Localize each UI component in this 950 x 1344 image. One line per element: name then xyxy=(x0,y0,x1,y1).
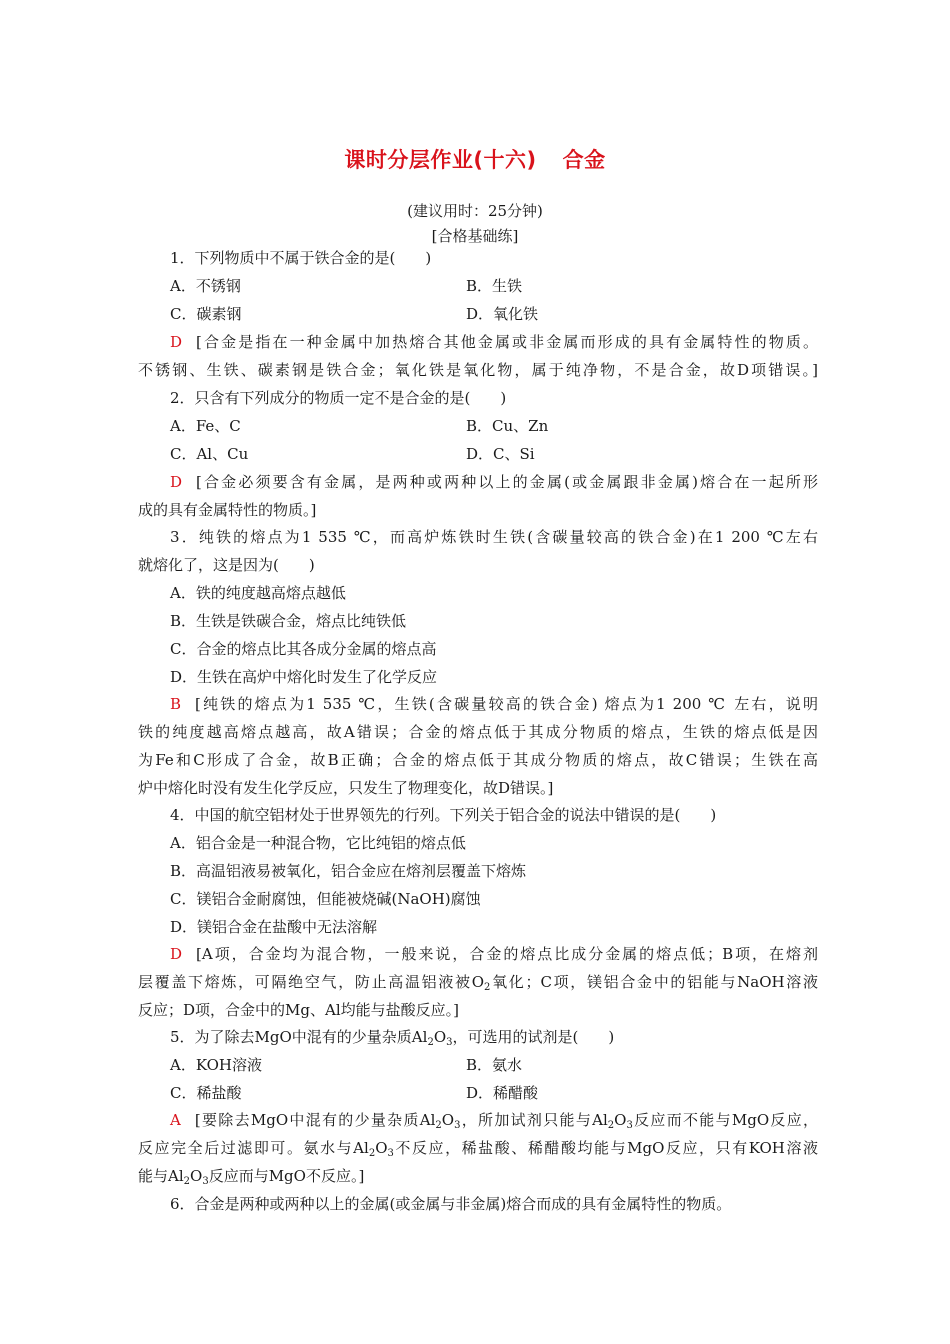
q3-stem-1: 3．纯铁的熔点为1 535 ℃，而高炉炼铁时生铁(含碳量较高的铁合金)在1 200 ℃左右 xyxy=(170,528,818,546)
title-topic: 合金 xyxy=(562,148,606,172)
q1-option-c: C．碳素钢 xyxy=(170,305,242,323)
q4-explanation-1: D [A项，合金均为混合物，一般来说，合金的熔点比成分金属的熔点低；B项，在熔剂 xyxy=(170,945,818,963)
q2-option-a: A．Fe、C xyxy=(170,417,241,435)
q4-option-c: C．镁铝合金耐腐蚀，但能被烧碱(NaOH)腐蚀 xyxy=(170,890,481,908)
q1-explanation-2: 不锈钢、生铁、碳素钢是铁合金；氧化铁是氧化物，属于纯净物，不是合金，故D项错误。] xyxy=(138,361,818,379)
q2-stem: 2．只含有下列成分的物质一定不是合金的是( ) xyxy=(170,389,507,407)
q5-explanation-3: 能与$Al_2O_3$反应而与MgO不反应。] xyxy=(138,1167,365,1187)
q3-stem-2: 就熔化了，这是因为( ) xyxy=(138,556,315,574)
q1-option-b: B．生铁 xyxy=(466,277,523,295)
q3-answer: B xyxy=(170,695,182,713)
q1-explanation-1: D [合金是指在一种金属中加热熔合其他金属或非金属而形成的具有金属特性的物质。 xyxy=(170,333,818,351)
q4-option-b: B．高温铝液易被氧化，铝合金应在熔剂层覆盖下熔炼 xyxy=(170,862,527,880)
q3-option-c: C．合金的熔点比其各成分金属的熔点高 xyxy=(170,640,437,658)
q5-option-c: C．稀盐酸 xyxy=(170,1084,242,1102)
q4-explanation-3: 反应；D项，合金中的Mg、Al均能与盐酸反应。] xyxy=(138,1001,459,1019)
q2-answer: D xyxy=(170,473,183,491)
q3-explanation-2: 铁的纯度越高熔点越高，故A错误；合金的熔点低于其成分物质的熔点，生铁的熔点低是因 xyxy=(138,723,818,741)
q2-explanation-2: 成的具有金属特性的物质。] xyxy=(138,501,317,519)
q5-answer: A xyxy=(170,1111,181,1129)
q5-option-d: D．稀醋酸 xyxy=(466,1084,539,1102)
q2-option-c: C．Al、Cu xyxy=(170,445,249,463)
q2-option-b: B．Cu、Zn xyxy=(466,417,549,435)
q3-option-a: A．铁的纯度越高熔点越低 xyxy=(170,584,346,602)
q4-option-d: D．镁铝合金在盐酸中无法溶解 xyxy=(170,918,378,936)
q5-stem: 5．为了除去MgO中混有的少量杂质$Al_2O_3$，可选用的试剂是( ) xyxy=(170,1028,615,1048)
q2-explanation-1: D [合金必须要含有金属，是两种或两种以上的金属(或金属跟非金属)熔合在一起所形 xyxy=(170,473,818,491)
q3-explanation-3: 为Fe和C形成了合金，故B正确；合金的熔点低于其成分物质的熔点，故C错误；生铁在高 xyxy=(138,751,818,769)
q3-option-d: D．生铁在高炉中熔化时发生了化学反应 xyxy=(170,668,438,686)
q6-stem: 6．合金是两种或两种以上的金属(或金属与非金属)熔合而成的具有金属特性的物质。 xyxy=(170,1195,732,1213)
time-hint: (建议用时：25分钟) xyxy=(407,202,543,220)
q3-explanation-4: 炉中熔化时没有发生化学反应，只发生了物理变化，故D错误。] xyxy=(138,779,554,797)
q3-explanation-1: B [纯铁的熔点为1 535 ℃，生铁(含碳量较高的铁合金) 熔点为1 200 ℃ 左右，说明 xyxy=(170,695,818,713)
q5-option-a: A．KOH溶液 xyxy=(170,1056,263,1074)
page-title xyxy=(0,144,950,174)
q5-explanation-1: A [要除去MgO中混有的少量杂质$Al_2O_3$，所加试剂只能与$Al_2O_3$反应而不能与MgO反应， xyxy=(170,1111,819,1131)
q4-answer: D xyxy=(170,945,183,963)
q3-option-b: B．生铁是铁碳合金，熔点比纯铁低 xyxy=(170,612,407,630)
q5-explanation-2: 反应完全后过滤即可。氨水与$Al_2O_3$不反应，稀盐酸、稀醋酸均能与MgO反应，只有KOH溶液 xyxy=(138,1139,818,1159)
title-main: 课时分层作业(十六) xyxy=(344,148,537,172)
q4-stem: 4．中国的航空铝材处于世界领先的行列。下列关于铝合金的说法中错误的是( ) xyxy=(170,806,717,824)
section-label: [合格基础练] xyxy=(431,227,519,245)
q1-answer: D xyxy=(170,333,183,351)
q2-option-d: D．C、Si xyxy=(466,445,535,463)
q4-explanation-2: 层覆盖下熔炼，可隔绝空气，防止高温铝液被$O_2$氧化；C项，镁铝合金中的铝能与NaOH溶液 xyxy=(138,973,818,993)
q4-option-a: A．铝合金是一种混合物，它比纯铝的熔点低 xyxy=(170,834,466,852)
q5-option-b: B．氨水 xyxy=(466,1056,523,1074)
q1-stem: 1．下列物质中不属于铁合金的是( ) xyxy=(170,249,432,267)
q1-option-a: A．不锈钢 xyxy=(170,277,241,295)
q1-option-d: D．氧化铁 xyxy=(466,305,539,323)
